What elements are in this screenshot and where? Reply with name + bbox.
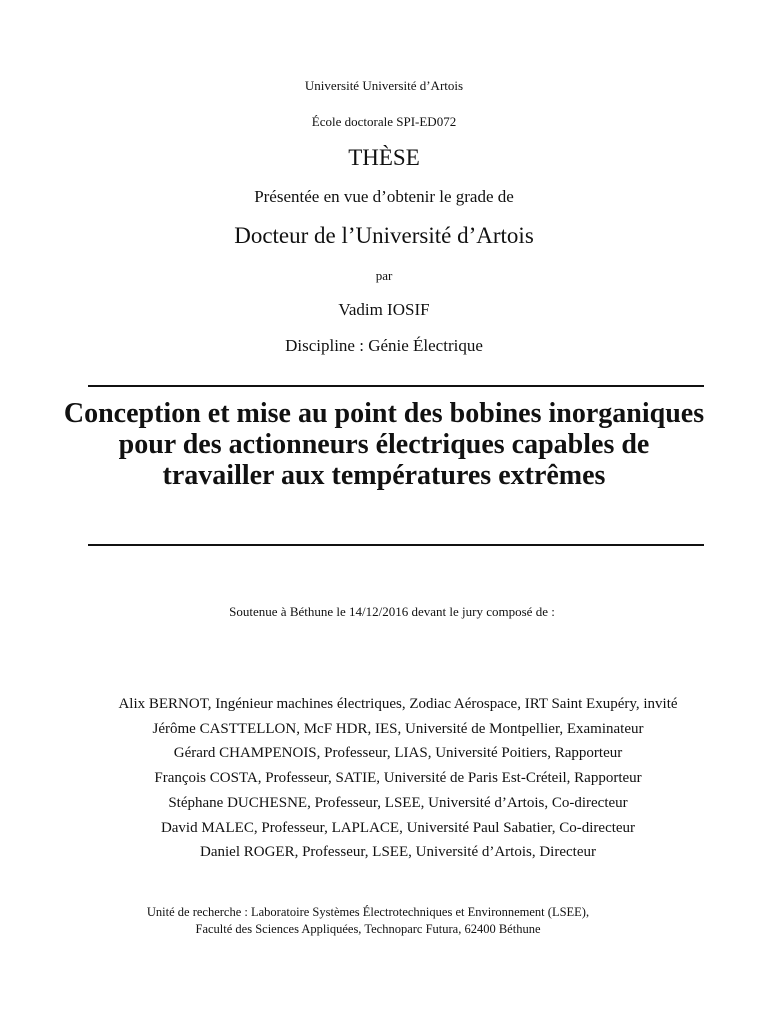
discipline: Discipline : Génie Électrique [285,336,483,355]
by-text: par [375,268,393,283]
jury-member: Jérôme CASTTELLON, McF HDR, IES, Université de Montpellier, Examinateur [152,720,644,737]
doctoral-school: École doctorale SPI-ED072 [311,114,457,129]
jury-member: François COSTA, Professeur, SATIE, Université de Paris Est-Créteil, Rapporteur [154,770,642,787]
university-name: Université Université d’Artois [304,78,464,93]
research-unit-line2: Faculté des Sciences Appliquées, Technoparc Futura, 62400 Béthune [195,922,541,936]
jury-member: Gérard CHAMPENOIS, Professeur, LIAS, Université Poitiers, Rapporteur [173,745,623,762]
presented-for-text: Présentée en vue d’obtenir le grade de [254,187,514,206]
document-type: THÈSE [348,145,420,170]
author-name: Vadim IOSIF [338,300,430,319]
research-unit [0,904,736,938]
thesis-title: Conception et mise au point des bobines inorganiques pour des actionneurs électriques capables de travailler aux températures extrêmes [63,398,705,491]
jury-member: Stéphane DUCHESNE, Professeur, LSEE, Université d’Artois, Co-directeur [168,794,628,811]
title-bottom-rule [88,544,704,546]
jury-member: David MALEC, Professeur, LAPLACE, Université Paul Sabatier, Co-directeur [160,819,636,836]
degree-name: Docteur de l’Université d’Artois [234,223,534,248]
jury-member: Alix BERNOT, Ingénieur machines électriques, Zodiac Aérospace, IRT Saint Exupéry, invité [118,696,678,712]
defense-statement: Soutenue à Béthune le 14/12/2016 devant le jury composé de : [229,604,555,619]
jury-list [0,692,768,865]
research-unit-line1: Unité de recherche : Laboratoire Systèmes Électrotechniques et Environnement (LSEE), [146,905,590,919]
jury-member: Daniel ROGER, Professeur, LSEE, Université d’Artois, Directeur [200,844,596,861]
title-top-rule [88,385,704,387]
